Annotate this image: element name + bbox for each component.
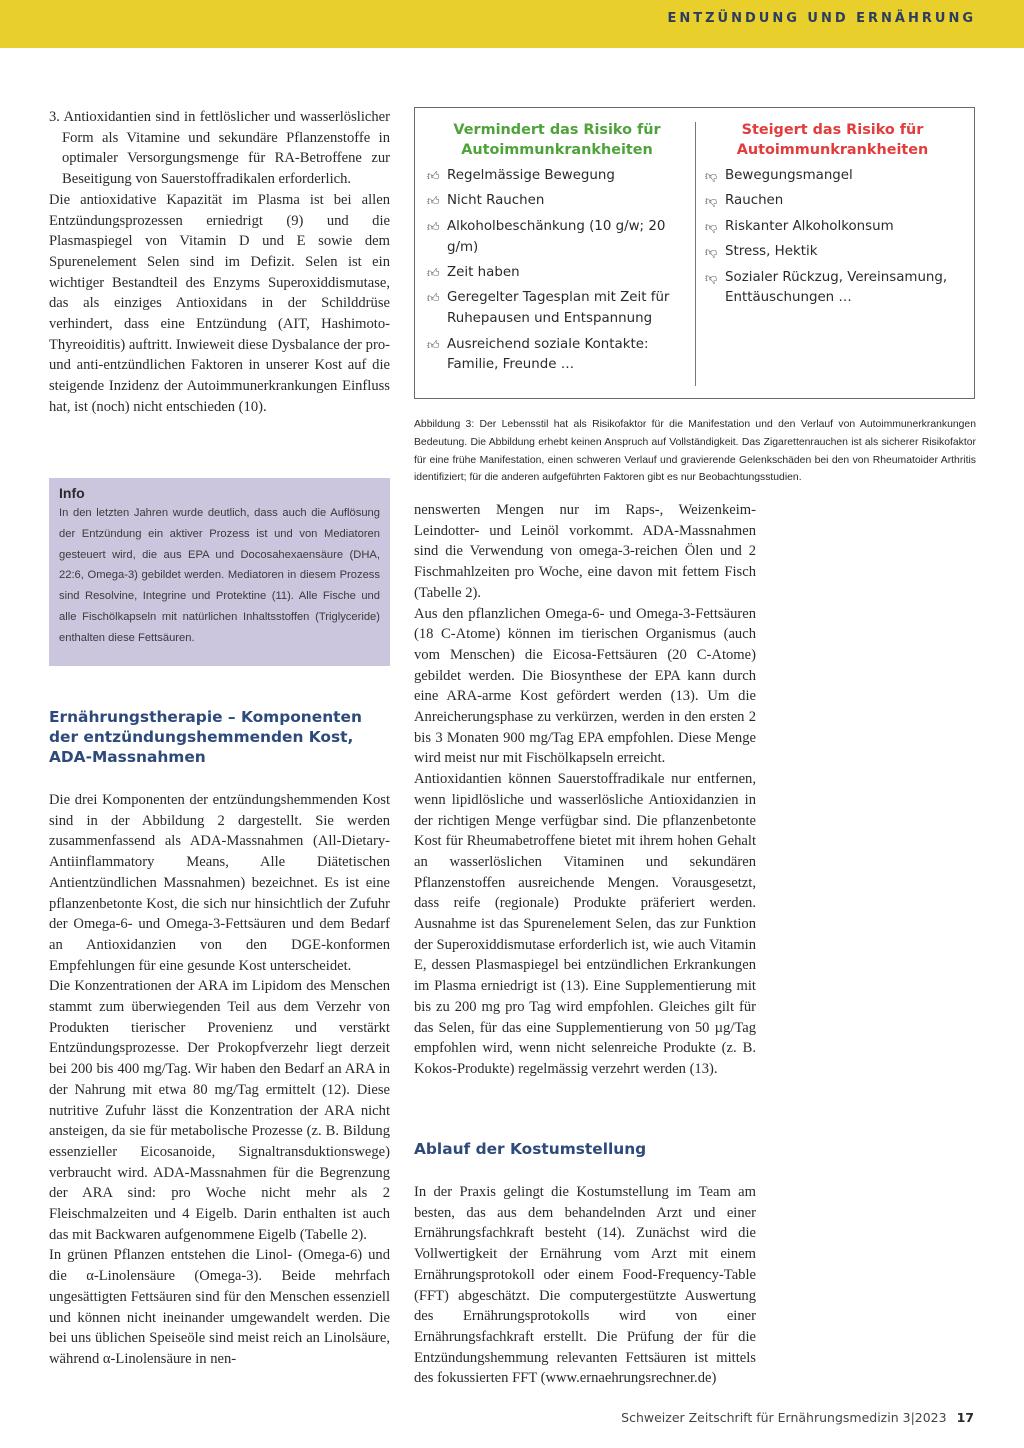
list-item: 👍︎ Zeit haben <box>427 263 687 284</box>
info-title: Info <box>59 485 85 501</box>
paragraph: In grünen Pflanzen entstehen die Linol- (Omega-6) und die α-Linolensäure (Omega-3). Beide mehrfach ungesättigten Fettsäuren sind für den Menschen essenziell und können nicht ineinander umgewandelt werden. Die bei uns üblichen Speiseöle sind meist reich an Linolsäure, während α-Linolensäure in nen- <box>49 1247 390 1367</box>
paragraph: Die Konzentrationen der ARA im Lipidom des Menschen stammt zum überwiegenden Teil aus dem Verzehr von Produkten tierischer Provenienz und verstärkt Entzündungsprozesse. Der Prokopfverzehr liegt derzeit bei 200 bis 400 mg/Tag. Wir haben den Bedarf an ARA in der Nahrung mit etwa 80 mg/Tag ermittelt (12). Diese nutritive Zufuhr lässt die Konzentration der ARA nicht ansteigen, da sie für metabolische Prozesse (z. B. Bildung essenzieller Eicosanoide, Signaltransduktionswege) verbraucht wird. ADA-Massnahmen für die Begrenzung der ARA sind: pro Woche nicht mehr als 2 Fleischmalzeiten und 4 Eigelb. Darin enthalten ist auch das mit Backwaren aufgenommene Eigelb (Tabelle 2). <box>49 978 390 1243</box>
thumbs-down-icon: 👎︎ <box>705 270 718 285</box>
paragraph: Die drei Komponenten der entzündungshemmenden Kost sind in der Abbildung 2 dargestellt. Sie werden zusammenfassend als ADA-Massnahmen (All-Dietary-Antiinflammatory Means, Alle Diätetischen Antientzündlichen Massnahmen) bezeichnet. Es ist eine pflanzenbetonte Kost, die sich nur hinsichtlich der Zufuhr der Omega-6- und Omega-3-Fettsäuren und dem Bedarf an Antioxidanzien von den DGE-konformen Empfehlungen für eine gesunde Kost unterscheidet. <box>49 792 390 974</box>
figure-right-title: Steigert das Risiko für Autoimmunkrankheiten <box>736 122 929 158</box>
figure-lifestyle-risk <box>414 107 975 399</box>
figure-left-title: Vermindert das Risiko für Autoimmunkrankheiten <box>453 122 661 158</box>
paragraph: Aus den pflanzlichen Omega-6- und Omega-3-Fettsäuren (18 C-Atome) können im tierischen Organismus (auch vom Menschen) die Eicosa-Fettsäuren (20 C-Atome) gebildet werden. Die Biosynthese der EPA kann durch eine ARA-arme Kost gefördert werden (13). Um die Anreicherungsphase zu verkürzen, werden in den ersten 2 bis 3 Monaten 900 mg/Tag EPA empfohlen. Diese Menge wird meist nur mit Fischölkapseln erreicht. <box>414 605 756 767</box>
info-box <box>49 478 390 666</box>
list-item: 👎︎ Sozialer Rückzug, Vereinsamung, Enttäuschungen … <box>705 269 948 306</box>
list-item: 👍︎ Ausreichend soziale Kontakte: Familie, Freunde … <box>427 336 649 373</box>
page-number: 17 <box>956 1410 974 1425</box>
thumbs-down-icon: 👎︎ <box>705 245 718 260</box>
list-item: 👎︎ Rauchen <box>705 191 960 212</box>
list-item: 👍︎ Alkoholbeschänkung (10 g/w; 20 g/m) <box>427 218 666 255</box>
thumbs-up-icon: 👍︎ <box>427 291 440 306</box>
column-right-bottom <box>414 1182 756 1389</box>
figure-column-reduces-risk <box>427 120 687 381</box>
thumbs-up-icon: 👍︎ <box>427 337 440 352</box>
section-title: ENTZÜNDUNG UND ERNÄHRUNG <box>667 11 976 26</box>
info-text: In den letzten Jahren wurde deutlich, dass auch die Auflösung der Entzündung ein aktiver Prozess ist und von Mediatoren gesteuert wird, die aus EPA und Docosahexaensäure (DHA, 22:6, Omega-3) gebildet werden. Mediatoren in diesem Prozess sind Resolvine, Integrine und Protektine (11). Alle Fische und alle Fischölkapseln mit natürlichen Inhaltsstoffen (Triglyceride) enthalten diese Fettsäuren. <box>59 507 380 644</box>
list-item: 👍︎ Regelmässige Bewegung <box>427 166 687 187</box>
paragraph: Die antioxidative Kapazität im Plasma ist bei allen Entzündungsprozessen erniedrigt (9) und die Plasmaspiegel von Vitamin D und E sowie dem Spurenelement Selen sind im Defizit. Selen ist ein wichtiger Bestandteil des Enzyms Superoxiddismutase, das als einziges Antioxidans in der Schilddrüse verhindert, dass eine Entzündung (AIT, Hashimoto-Thyreoiditis) auftritt. Inwieweit diese Dysbalance der pro- und anti-entzündlichen Faktoren in unserer Kost auf die steigende Inzidenz der Autoimmunerkrankungen Einfluss hat, ist (noch) nicht entschieden (10). <box>49 191 390 415</box>
header-bar <box>0 0 1024 48</box>
figure-column-increases-risk <box>705 120 960 314</box>
thumbs-down-icon: 👎︎ <box>705 219 718 234</box>
page-footer <box>621 1410 974 1425</box>
column-left-body <box>49 790 390 1370</box>
thumbs-up-icon: 👍︎ <box>427 265 440 280</box>
section-heading-ernaehrungstherapie: Ernährungstherapie – Komponenten der entzündungshemmenden Kost, ADA-Massnahmen <box>49 708 362 766</box>
figure-divider <box>695 122 696 386</box>
thumbs-up-icon: 👍︎ <box>427 219 440 234</box>
journal-name: Schweizer Zeitschrift für Ernährungsmedizin 3|2023 <box>621 1410 947 1425</box>
list-item: 👍︎ Nicht Rauchen <box>427 191 687 212</box>
paragraph: In der Praxis gelingt die Kostumstellung im Team am besten, das aus dem behandelnden Arzt und einer Ernährungsfachkraft besteht (14). Zunächst wird die Vollwertigkeit der Ernährung vom Arzt mit einem Ernährungsprotokoll oder einem Food-Frequency-Table (FFT) abgeschätzt. Die computergestützte Auswertung des Ernährungsprotokolls wird von einer Ernährungsfachkraft erstellt. Die Prüfung der für die Entzündungshemmung relevanten Fettsäuren ist mittels des fokussierten FFT (www.ernaehrungsrechner.de) <box>414 1184 756 1387</box>
thumbs-up-icon: 👍︎ <box>427 194 440 209</box>
figure-caption: Abbildung 3: Der Lebensstil hat als Risikofaktor für die Manifestation und den Verlauf von Autoimmunerkrankungen Bedeutung. Die Abbildung erhebt keinen Anspruch auf Vollständigkeit. Das Zigarettenrauchen ist als sicherer Risikofaktor für eine frühe Manifestation, einen schweren Verlauf und gravierende Gelenkschäden bei den von Rheumatoider Arthritis identifiziert; für die anderen aufgeführten Faktoren gibt es nur Beobachtungsstudien. <box>414 419 976 484</box>
thumbs-down-icon: 👎︎ <box>705 194 718 209</box>
paragraph: nenswerten Mengen nur im Raps-, Weizenkeim-Leindotter- und Leinöl vorkommt. ADA-Massnahmen sind die Verwendung von omega-3-reichen Ölen und 2 Fischmahlzeiten pro Woche, eine davon mit fettem Fisch (Tabelle 2). <box>414 502 756 601</box>
list-item: 👍︎ Geregelter Tagesplan mit Zeit für Ruhepausen und Entspannung <box>427 290 670 327</box>
thumbs-down-icon: 👎︎ <box>705 169 718 183</box>
section-heading-kostumstellung: Ablauf der Kostumstellung <box>414 1140 647 1158</box>
column-right-body <box>414 500 756 1080</box>
list-item: 👎︎ Bewegungsmangel <box>705 166 960 187</box>
paragraph: Antioxidantien können Sauerstoffradikale nur entfernen, wenn lipidlösliche und wasserlösliche Antioxidanzien in der richtigen Menge verfügbar sind. Die pflanzenbetonte Kost für Rheumabetroffene bietet mit ihrem hohen Gehalt an wasserlöslichen Vitaminen und sekundären Pflanzenstoffen ausreichende Mengen. Vorausgesetzt, dass reife (regionale) Produkte präferiert werden. Ausnahme ist das Spurenelement Selen, das zur Funktion der Superoxiddismutase erforderlich ist, wie auch Vitamin E, dessen Plasmaspiegel bei entzündlichen Erkrankungen im Plasma erniedrigt ist (13). Eine Supplementierung mit bis zu 200 mg pro Tag wird empfohlen. Gleiches gilt für das Selen, für das eine Supplementierung von 50 µg/Tag empfohlen wird, wenn nicht selenreiche Produkte (z. B. Kokos-Produkte) regelmässig verzehrt werden (13). <box>414 771 756 1077</box>
list-item: 👎︎ Stress, Hektik <box>705 242 960 263</box>
list-item: 👎︎ Riskanter Alkoholkonsum <box>705 217 960 238</box>
column-left-top <box>49 107 390 418</box>
list-item-3: 3. Antioxidantien sind in fettlöslicher und wasserlöslicher Form als Vitamine und sekundäre Pflanzenstoffe in optimaler Versorgungsmenge für RA-Betroffene zur Beseitigung von Sauerstoffradikalen erforderlich. <box>49 109 390 188</box>
thumbs-up-icon: 👍︎ <box>427 169 440 183</box>
